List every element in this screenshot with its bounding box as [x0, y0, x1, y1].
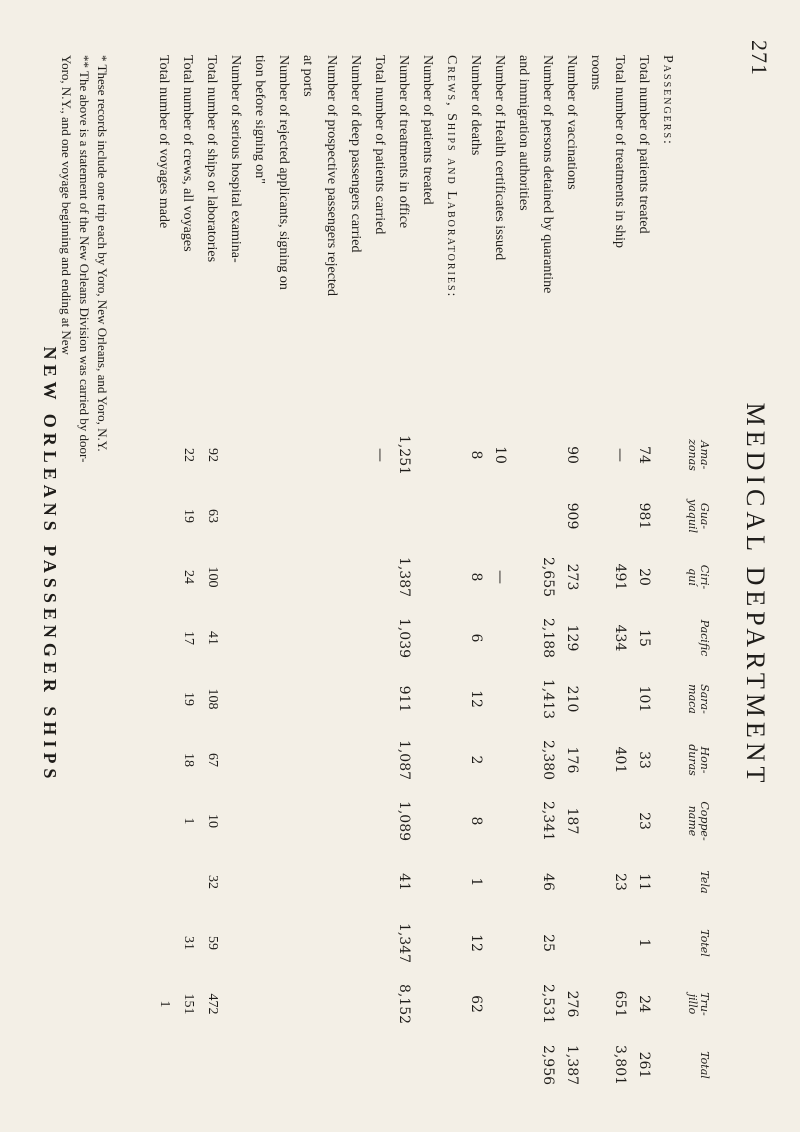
table-cell: 1,387	[564, 1044, 580, 1086]
column-header: jillo	[686, 993, 699, 1015]
table-cell: 41	[205, 631, 220, 645]
table-cell: 100	[205, 566, 220, 588]
row-label: rooms	[588, 55, 603, 90]
table-column	[135, 913, 710, 973]
table-cell: —	[372, 448, 388, 462]
footnote-3: Yoro, N.Y., and one voyage beginning and ending at New	[59, 55, 74, 355]
row-label: Total number of voyages made	[156, 55, 171, 229]
table-cell: 25	[540, 934, 556, 952]
row-label: Number of persons detained by quarantine	[540, 55, 555, 294]
table-cell: 8	[468, 450, 484, 460]
column-header: name	[686, 805, 699, 837]
table-cell: 1,347	[396, 922, 412, 964]
table-cell: 31	[181, 936, 196, 950]
table-cell: 74	[636, 446, 652, 464]
table-cell: 59	[205, 936, 220, 950]
table-column	[135, 974, 710, 1034]
table-cell: 63	[205, 509, 220, 523]
table-cell: 15	[636, 629, 652, 647]
table-column	[135, 730, 710, 790]
data-columns	[135, 425, 710, 1100]
table-cell: 2,188	[540, 617, 556, 659]
row-labels	[135, 55, 710, 425]
column-header: Tru-	[698, 992, 711, 1016]
row-label: Number of vaccinations	[564, 55, 579, 190]
table-cell: 24	[181, 570, 196, 584]
row-label: Total number of patients treated	[636, 55, 651, 234]
column-header: Tela	[698, 870, 711, 894]
table-cell: 1	[636, 938, 652, 948]
table-cell: 8	[468, 572, 484, 582]
table-cell: 651	[612, 990, 628, 1018]
table-cell: 101	[636, 685, 652, 713]
table-cell: 1,089	[396, 800, 412, 842]
table-cell: 1,039	[396, 617, 412, 659]
table-cell: 2,655	[540, 556, 556, 598]
table-cell: 12	[468, 690, 484, 708]
row-label: Number of Health certificates issued	[492, 55, 507, 261]
column-header: quí	[686, 568, 699, 586]
table-cell: 23	[636, 812, 652, 830]
table-cell: 1,251	[396, 434, 412, 476]
table-cell: 19	[181, 509, 196, 523]
column-header: Pacific	[698, 619, 711, 657]
row-label: Number of patients treated	[420, 55, 435, 205]
column-header: zonas	[686, 439, 699, 471]
table-cell: 1,413	[540, 678, 556, 720]
table-column	[135, 486, 710, 546]
table-cell: 10	[492, 446, 508, 464]
table-column	[135, 608, 710, 668]
column-header: duras	[686, 744, 699, 776]
table-cell: 2,531	[540, 983, 556, 1025]
table-cell: 491	[612, 563, 628, 591]
table-cell: 472	[205, 993, 220, 1015]
row-label: Number of rejected applicants, signing on	[276, 55, 291, 290]
table-cell: 981	[636, 502, 652, 530]
table-cell: 8	[468, 816, 484, 826]
table-cell: 11	[636, 873, 652, 891]
row-label: Number of prospective passengers rejected	[324, 55, 339, 297]
column-header: Gua-	[698, 502, 711, 530]
table-cell: 24	[636, 995, 652, 1013]
table-cell: 10	[205, 814, 220, 828]
column-header: Sara-	[698, 684, 711, 714]
row-label: Number of treatments in office	[396, 55, 411, 229]
table-cell: 108	[205, 688, 220, 710]
footnote-2: ** The above is a statement of the New Orleans Division was carried by door-	[77, 55, 92, 463]
table-cell: 90	[564, 446, 580, 464]
table-cell: —	[612, 448, 628, 462]
table-cell: 187	[564, 807, 580, 835]
table-cell: 8,152	[396, 983, 412, 1025]
row-label: Total number of ships or laboratories	[204, 55, 219, 263]
table-cell: 273	[564, 563, 580, 591]
table-cell: 1	[468, 877, 484, 887]
row-label: at ports	[300, 55, 315, 97]
table-cell: 3,801	[612, 1044, 628, 1086]
table-cell: 62	[468, 995, 484, 1013]
row-label: Total number of crews, all voyages	[180, 55, 195, 252]
table-cell: 1	[181, 817, 196, 825]
table-cell: 23	[612, 873, 628, 891]
table-cell: 176	[564, 746, 580, 774]
statistics-table	[135, 55, 710, 1100]
column-header: Ciri-	[698, 564, 711, 590]
table-column	[135, 791, 710, 851]
row-label: and immigration authorities	[516, 55, 531, 211]
table-cell: 151	[181, 993, 196, 1015]
table-cell: 6	[468, 633, 484, 643]
table-cell: 33	[636, 751, 652, 769]
table-column	[135, 1035, 710, 1095]
column-header: yaquil	[686, 499, 699, 533]
column-header: Coppe-	[698, 801, 711, 841]
table-cell: 18	[181, 753, 196, 767]
column-header: maca	[686, 684, 699, 714]
table-cell: 401	[612, 746, 628, 774]
table-cell: 1,387	[396, 556, 412, 598]
table-cell: 911	[396, 685, 412, 713]
column-header: Totel	[698, 929, 711, 957]
table-cell: 22	[181, 448, 196, 462]
page-number: 271	[747, 40, 772, 76]
table-column	[135, 547, 710, 607]
table-cell: 12	[468, 934, 484, 952]
table-cell: 19	[181, 692, 196, 706]
section-heading: Crews, Ships and Laboratories:	[444, 55, 459, 299]
row-label: Number of serious hospital examina-	[228, 55, 243, 263]
table-cell: 2,956	[540, 1044, 556, 1086]
row-label: tion before signing on"	[252, 55, 267, 184]
footnote-1: * These records include one trip each by Yoro, New Orleans, and Yoro, N.Y.	[95, 55, 110, 452]
table-cell: 92	[205, 448, 220, 462]
table-cell: 1,087	[396, 739, 412, 781]
row-label: Total number of patients carried	[372, 55, 387, 235]
table-cell: 129	[564, 624, 580, 652]
table-column	[135, 425, 710, 485]
table-cell: 41	[396, 873, 412, 891]
section-heading: Passengers:	[660, 55, 675, 146]
table-cell: 2,380	[540, 739, 556, 781]
table-cell: 909	[564, 502, 580, 530]
table-cell: 2	[468, 755, 484, 765]
row-label: Total number of treatments in ship	[612, 55, 627, 249]
table-cell: 261	[636, 1051, 652, 1079]
table-title: NEW ORLEANS PASSENGER SHIPS	[40, 346, 60, 784]
row-label: Number of deaths	[468, 55, 483, 156]
table-cell: 1	[157, 1000, 172, 1008]
table-cell: 67	[205, 753, 220, 767]
column-header: Ama-	[698, 440, 711, 470]
column-header: Total	[698, 1051, 711, 1079]
table-cell: 46	[540, 873, 556, 891]
table-cell: 20	[636, 568, 652, 586]
column-header: Hon-	[698, 746, 711, 774]
table-column	[135, 852, 710, 912]
table-cell: 17	[181, 631, 196, 645]
table-cell: 210	[564, 685, 580, 713]
row-label: Number of deep passengers carried	[348, 55, 363, 253]
table-cell: 434	[612, 624, 628, 652]
table-cell: —	[492, 570, 508, 584]
table-cell: 2,341	[540, 800, 556, 842]
table-cell: 32	[205, 875, 220, 889]
running-head: MEDICAL DEPARTMENT	[741, 402, 770, 788]
table-column	[135, 669, 710, 729]
table-cell: 276	[564, 990, 580, 1018]
